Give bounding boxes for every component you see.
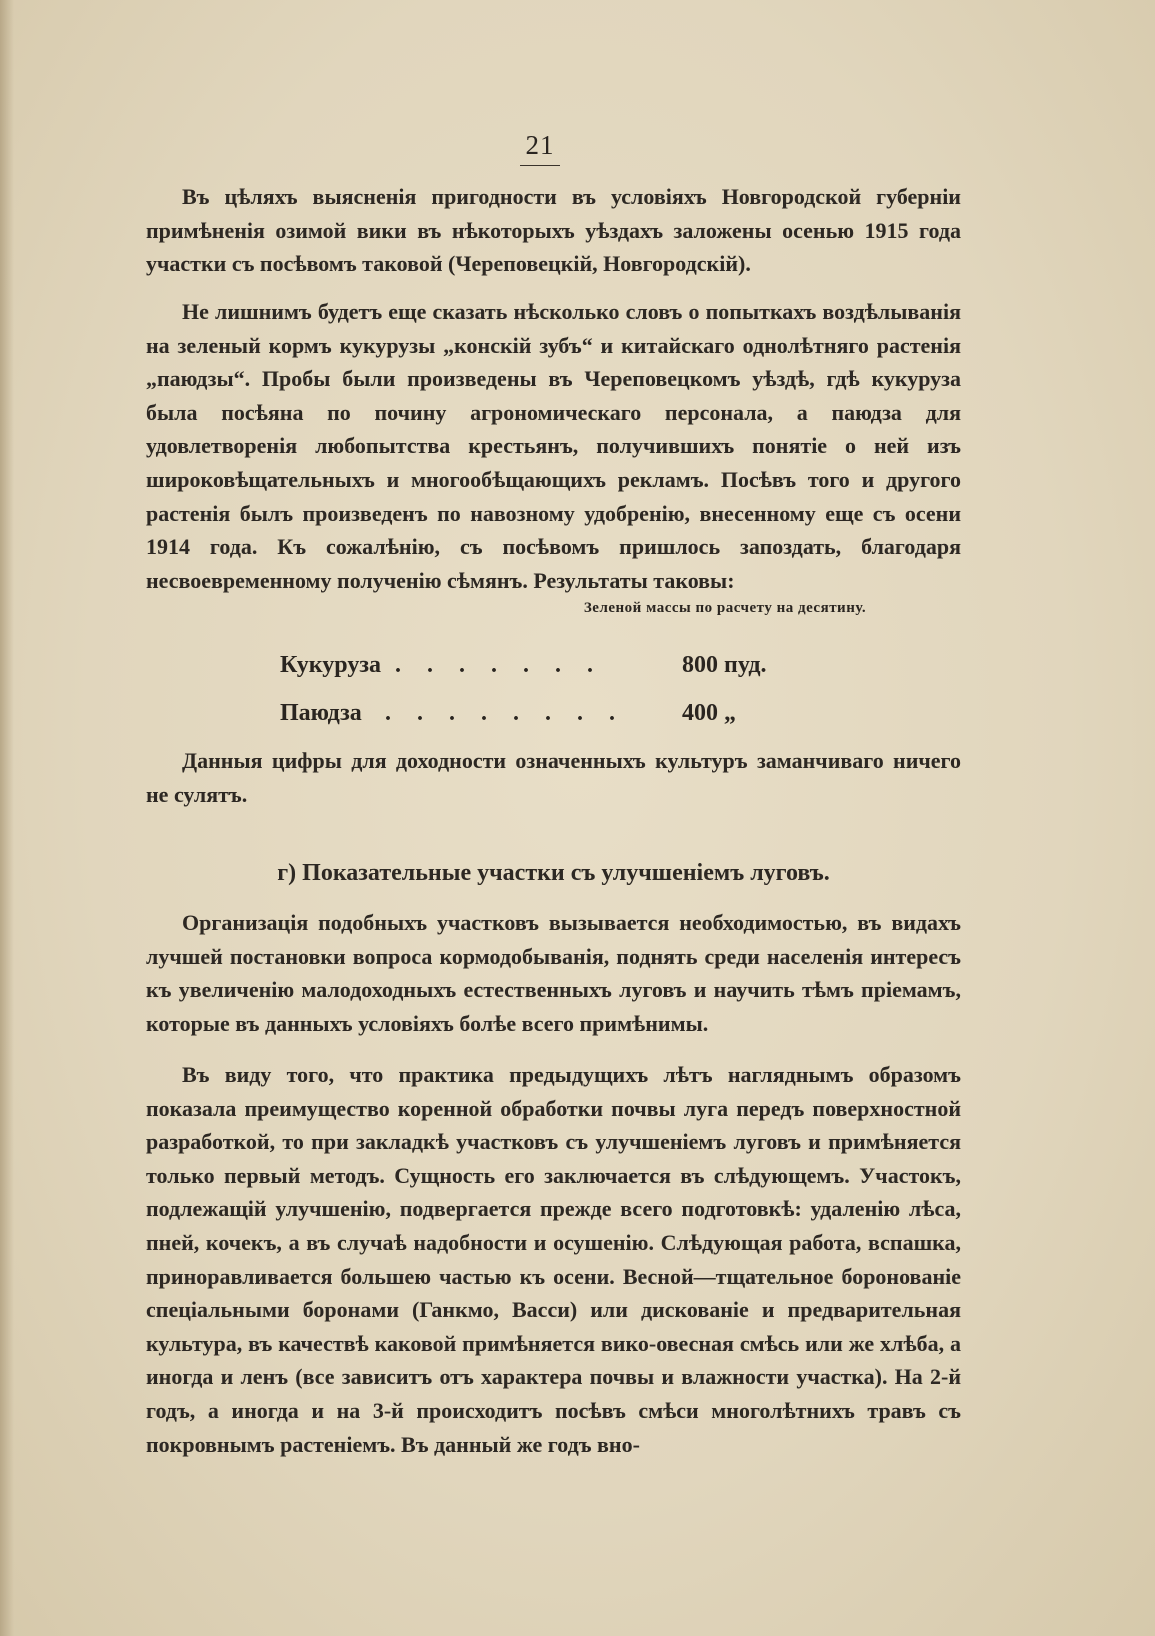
section-heading: г) Показательные участки съ улучшеніемъ луговъ. xyxy=(277,860,830,886)
paragraph-corn-paiudza-trials: Не лишнимъ будетъ еще сказать нѣсколько словъ о попыткахъ воздѣлыванія на зеленый кормъ кукурузы „конскій зубъ“ и китайскаго однолѣтняго растенія „паюдзы“. Пробы были произведены въ Череповецкомъ уѣздѣ, гдѣ кукуруза была посѣяна по почину агрономическаго персонала, а паюдза для удовлетворенія любопытства крестьянъ, получившихъ понятіе о ней изъ широковѣщательныхъ и многообѣщающихъ рекламъ. Посѣвъ того и другого растенія былъ произведенъ по навозному удобренію, внесенному еще съ осени 1914 года. Къ сожалѣнію, съ посѣвомъ пришлось запоздать, благодаря несвоевременному полученію сѣмянъ. Результаты таковы: xyxy=(146,299,961,593)
page-edge-shadow xyxy=(0,0,14,1636)
leader-dots: . . . . . . . . xyxy=(385,700,625,726)
paragraph-meadow-improvement-method: Въ виду того, что практика предыдущихъ лѣтъ нагляднымъ образомъ показала преимущество коренной обработки почвы луга передъ поверхностной разработкой, то при закладкѣ участковъ съ улучшеніемъ луговъ и примѣняется только первый методъ. Сущность его заключается въ слѣдующемъ. Участокъ, подлежащій улучшенію, подвергается прежде всего подготовкѣ: удаленію лѣса, пней, кочекъ, а въ случаѣ надобности и осушенію. Слѣдующая работа, вспашка, приноравливается большею частью къ осени. Весной—тщательное боронованіе спеціальными боронами (Ганкмо, Васси) или дискованіе и предварительная культура, въ качествѣ каковой примѣняется вико-овесная смѣсь или же хлѣба, а иногда и ленъ (все зависитъ отъ характера почвы и влажности участка). На 2-й годъ, а иногда и на 3-й происходитъ посѣвъ смѣси многолѣтнихъ травъ съ покровнымъ растеніемъ. Въ данный же годъ вно- xyxy=(146,1062,961,1457)
paragraph-meadow-plots-purpose: Организація подобныхъ участковъ вызывается необходимостью, въ видахъ лучшей постановки вопроса кормодобыванія, поднять среди населенія интересъ къ увеличенію малодоходныхъ естественныхъ луговъ и научить тѣмъ пріемамъ, которые въ данныхъ условіяхъ болѣе всего примѣнимы. xyxy=(146,910,961,1036)
leader-dots: . . . . . . . xyxy=(395,652,603,678)
table-row xyxy=(280,652,840,692)
table-row xyxy=(280,700,840,740)
paragraph-conclusion: Данныя цифры для доходности означенныхъ культуръ заманчиваго ничего не сулятъ. xyxy=(146,748,961,807)
table-column-header: Зеленой массы по расчету на десятину. xyxy=(583,600,867,616)
page-number: 21 xyxy=(520,130,560,166)
yield-value: 400 „ xyxy=(682,700,736,726)
crop-name: Кукуруза xyxy=(280,652,381,678)
paragraph-vika-trials: Въ цѣляхъ выясненія пригодности въ условіяхъ Новгородской губерніи примѣненія озимой вики въ нѣкоторыхъ уѣздахъ заложены осенью 1915 года участки съ посѣвомъ таковой (Череповецкій, Новгородскій). xyxy=(146,184,961,277)
crop-name: Паюдза xyxy=(280,700,362,726)
yield-value: 800 пуд. xyxy=(682,652,767,678)
